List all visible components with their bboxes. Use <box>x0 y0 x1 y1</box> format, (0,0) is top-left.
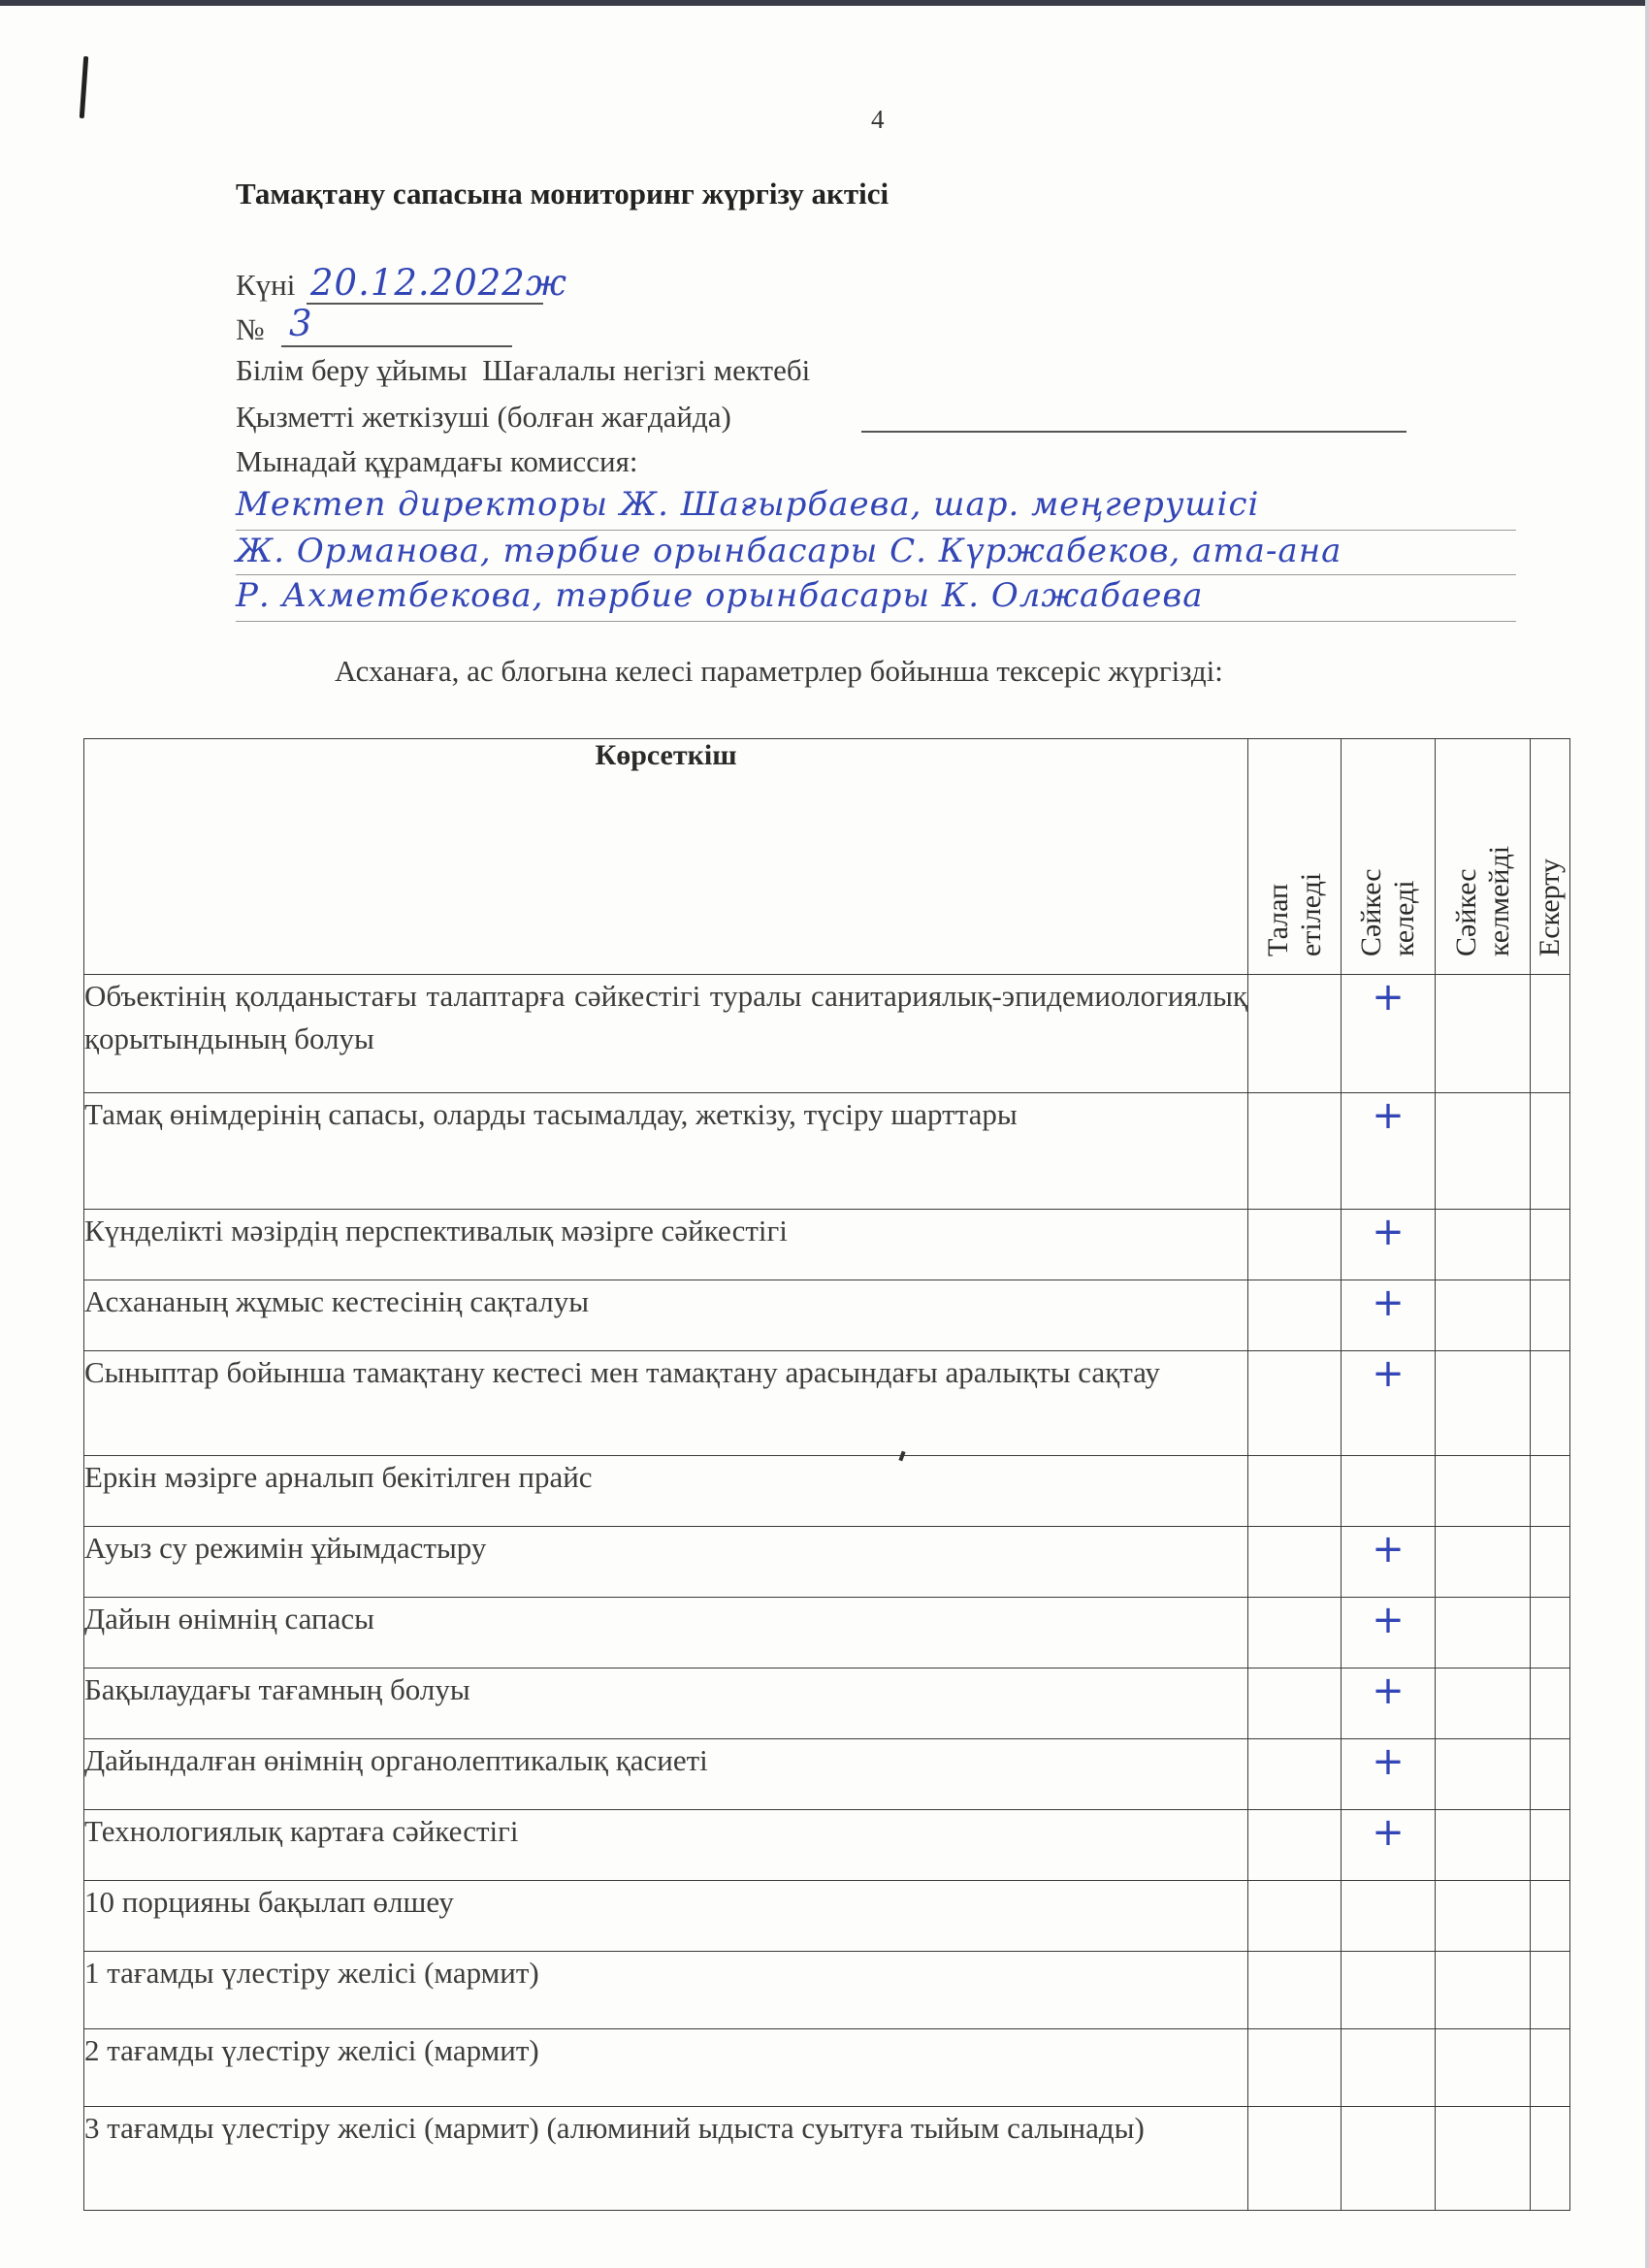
commission-rule-2 <box>236 574 1516 575</box>
date-label: Күні <box>236 268 296 302</box>
note-cell <box>1531 1598 1570 1669</box>
note-cell <box>1531 1351 1570 1456</box>
required-cell <box>1248 1456 1342 1527</box>
noncompliant-cell <box>1436 1527 1531 1598</box>
note-cell <box>1531 2107 1570 2211</box>
compliant-cell: + <box>1342 975 1436 1093</box>
header-noncompliant-label: Сәйкес келмейді <box>1449 845 1515 956</box>
indicator-text: Объектінің қолданыстағы талаптарға сәйкестігі туралы санитариялық-эпидемиологиялық қорытындының болуы <box>84 975 1248 1093</box>
noncompliant-cell <box>1436 1351 1531 1456</box>
indicator-text: Ауыз су режимін ұйымдастыру <box>84 1527 1248 1598</box>
indicators-table <box>83 738 1570 2211</box>
indicator-text: 1 тағамды үлестіру желісі (мармит) <box>84 1952 1248 2029</box>
indicator-text: 2 тағамды үлестіру желісі (мармит) <box>84 2029 1248 2107</box>
indicator-text: Тамақ өнімдерінің сапасы, оларды тасымалдау, жеткізу, түсіру шарттары <box>84 1093 1248 1210</box>
page-number: 4 <box>871 105 885 134</box>
commission-line-1: Мектеп директоры Ж. Шағырбаева, шар. меңгерушісі <box>236 485 1260 524</box>
table-row <box>84 1881 1570 1952</box>
table-row <box>84 1952 1570 2029</box>
indicator-text: Дайындалған өнімнің органолептикалық қасиеті <box>84 1739 1248 1810</box>
document-title: Тамақтану сапасына мониторинг жүргізу актісі <box>236 177 889 211</box>
note-cell <box>1531 1669 1570 1739</box>
table-row <box>84 1669 1570 1739</box>
compliant-cell <box>1342 1881 1436 1952</box>
noncompliant-cell <box>1436 1952 1531 2029</box>
table-row <box>84 1810 1570 1881</box>
table-row <box>84 2029 1570 2107</box>
required-cell <box>1248 1598 1342 1669</box>
compliant-cell: + <box>1342 1093 1436 1210</box>
header-noncompliant <box>1436 739 1531 975</box>
commission-line-2: Ж. Орманова, тәрбие орынбасары С. Күржабеков, ата-ана <box>236 532 1342 570</box>
table-row <box>84 975 1570 1093</box>
compliant-cell: + <box>1342 1598 1436 1669</box>
noncompliant-cell <box>1436 1669 1531 1739</box>
header-required <box>1248 739 1342 975</box>
number-label: № <box>236 312 265 346</box>
compliant-cell: + <box>1342 1739 1436 1810</box>
indicator-text: Бақылаудағы тағамның болуы <box>84 1669 1248 1739</box>
table-row <box>84 1093 1570 1210</box>
organization-value: Шағалалы негізгі мектебі <box>482 353 811 387</box>
required-cell <box>1248 1527 1342 1598</box>
header-note-label: Ескерту <box>1534 858 1566 956</box>
number-underline <box>281 345 512 347</box>
noncompliant-cell <box>1436 1456 1531 1527</box>
indicator-text: Технологиялық картаға сәйкестігі <box>84 1810 1248 1881</box>
required-cell <box>1248 1881 1342 1952</box>
compliant-cell <box>1342 2107 1436 2211</box>
indicator-text: Еркін мәзірге арналып бекітілген прайс <box>84 1456 1248 1527</box>
header-required-label: Талап етіледі <box>1261 872 1327 956</box>
noncompliant-cell <box>1436 1280 1531 1351</box>
noncompliant-cell <box>1436 2029 1531 2107</box>
noncompliant-cell <box>1436 2107 1531 2211</box>
table-row <box>84 1280 1570 1351</box>
compliant-cell: + <box>1342 1351 1436 1456</box>
table-row <box>84 1210 1570 1280</box>
noncompliant-cell <box>1436 975 1531 1093</box>
note-cell <box>1531 1881 1570 1952</box>
noncompliant-cell <box>1436 1739 1531 1810</box>
noncompliant-cell <box>1436 1093 1531 1210</box>
indicator-text: Асхананың жұмыс кестесінің сақталуы <box>84 1280 1248 1351</box>
note-cell <box>1531 975 1570 1093</box>
noncompliant-cell <box>1436 1598 1531 1669</box>
required-cell <box>1248 2029 1342 2107</box>
required-cell <box>1248 1739 1342 1810</box>
note-cell <box>1531 1952 1570 2029</box>
table-header-row <box>84 739 1570 975</box>
required-cell <box>1248 1093 1342 1210</box>
note-cell <box>1531 1456 1570 1527</box>
note-cell <box>1531 2029 1570 2107</box>
header-indicator: Көрсеткіш <box>84 739 1248 975</box>
required-cell <box>1248 1810 1342 1881</box>
compliant-cell <box>1342 1952 1436 2029</box>
noncompliant-cell <box>1436 1210 1531 1280</box>
compliant-cell <box>1342 1456 1436 1527</box>
noncompliant-cell <box>1436 1810 1531 1881</box>
note-cell <box>1531 1527 1570 1598</box>
required-cell <box>1248 1669 1342 1739</box>
margin-pen-mark <box>80 56 88 118</box>
scan-right-edge <box>1645 0 1649 2268</box>
commission-rule-1 <box>236 530 1516 531</box>
required-cell <box>1248 2107 1342 2211</box>
required-cell <box>1248 1952 1342 2029</box>
indicator-text: 3 тағамды үлестіру желісі (мармит) (алюминий ыдыста суытуға тыйым салынады) <box>84 2107 1248 2211</box>
compliant-cell: + <box>1342 1669 1436 1739</box>
scan-top-edge <box>0 0 1649 6</box>
organization-line <box>236 353 810 388</box>
indicator-text: Күнделікті мәзірдің перспективалық мәзірге сәйкестігі <box>84 1210 1248 1280</box>
indicator-text: Сыныптар бойынша тамақтану кестесі мен тамақтану арасындағы аралықты сақтау <box>84 1351 1248 1456</box>
note-cell <box>1531 1739 1570 1810</box>
table-row <box>84 1351 1570 1456</box>
compliant-cell: + <box>1342 1810 1436 1881</box>
organization-label: Білім беру ұйымы <box>236 353 468 387</box>
compliant-cell: + <box>1342 1210 1436 1280</box>
required-cell <box>1248 975 1342 1093</box>
required-cell <box>1248 1280 1342 1351</box>
required-cell <box>1248 1351 1342 1456</box>
header-compliant-label: Сәйкес келеді <box>1355 868 1420 956</box>
table-row <box>84 1739 1570 1810</box>
indicator-text: Дайын өнімнің сапасы <box>84 1598 1248 1669</box>
required-cell <box>1248 1210 1342 1280</box>
compliant-cell: + <box>1342 1527 1436 1598</box>
intro-text: Асханаға, ас блогына келесі параметрлер бойынша тексеріс жүргізді: <box>335 654 1223 688</box>
compliant-cell: + <box>1342 1280 1436 1351</box>
indicator-text: 10 порцияны бақылап өлшеу <box>84 1881 1248 1952</box>
supplier-label: Қызметті жеткізуші (болған жағдайда) <box>236 400 731 434</box>
note-cell <box>1531 1210 1570 1280</box>
note-cell <box>1531 1810 1570 1881</box>
note-cell <box>1531 1093 1570 1210</box>
note-cell <box>1531 1280 1570 1351</box>
commission-label: Мынадай құрамдағы комиссия: <box>236 444 638 478</box>
table-row <box>84 1456 1570 1527</box>
header-compliant <box>1342 739 1436 975</box>
date-value: 20.12.2022ж <box>310 262 567 304</box>
table-row <box>84 2107 1570 2211</box>
commission-line-3: Р. Ахметбекова, тәрбие орынбасары К. Олжабаева <box>236 576 1204 615</box>
noncompliant-cell <box>1436 1881 1531 1952</box>
number-value: 3 <box>289 303 313 344</box>
commission-rule-3 <box>236 621 1516 622</box>
supplier-underline <box>861 431 1406 433</box>
table-row <box>84 1527 1570 1598</box>
compliant-cell <box>1342 2029 1436 2107</box>
table-row <box>84 1598 1570 1669</box>
header-note <box>1531 739 1570 975</box>
